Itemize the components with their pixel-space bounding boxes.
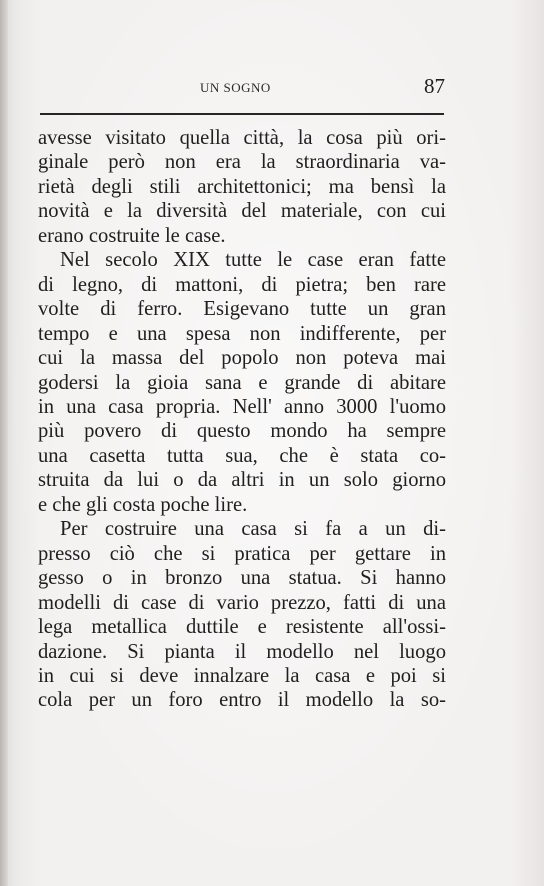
paragraph [38,517,446,713]
text-line: avesse visitato quella città, la cosa più ori- [38,127,446,149]
text-line: e che gli costa poche lire. [38,493,248,516]
text-line: modelli di case di vario prezzo, fatti di una [38,591,446,614]
text-line: gesso o in bronzo una statua. Si hanno [38,567,446,590]
text-line: più povero di questo mondo ha sempre [38,420,446,443]
text-line: di legno, di mattoni, di pietra; ben rare [38,273,446,296]
text-line: godersi la gioia sana e grande di abitare [38,371,446,394]
text-line: Per costruire una casa si fa a un di- [60,518,446,541]
text-line: cola per un foro entro il modello la so- [38,689,446,712]
text-line: tempo e una spesa non indifferente, per [38,322,446,345]
text-line: struita da lui o da altri in un solo giorno [38,469,446,492]
text-line: una casetta tutta sua, che è stata co- [38,444,446,467]
text-line: presso ciò che si pratica per gettare in [38,542,446,565]
paragraph [38,248,446,517]
text-line: Nel secolo XIX tutte le case eran fatte [60,249,446,272]
page-number: 87 [424,74,445,98]
text-line: in una casa propria. Nell' anno 3000 l'uomo [38,395,446,418]
text-line: erano costruite le case. [38,224,226,247]
text-line: rietà degli stili architettonici; ma bensì la [38,175,446,198]
running-title: UN SOGNO [200,80,271,95]
paragraph [38,126,446,248]
page-spine-shadow [0,0,8,886]
text-line: in cui si deve innalzare la casa e poi si [38,664,446,687]
body-text [38,126,446,713]
text-line: cui la massa del popolo non poteva mai [38,347,446,370]
header-rule [40,113,444,115]
text-line: lega metallica duttile e resistente all'ossi- [38,616,446,639]
text-line: novità e la diversità del materiale, con cui [38,200,446,223]
text-line: dazione. Si pianta il modello nel luogo [38,640,446,663]
text-line: ginale però non era la straordinaria va- [38,151,446,174]
text-line: volte di ferro. Esigevano tutte un gran [38,298,446,321]
